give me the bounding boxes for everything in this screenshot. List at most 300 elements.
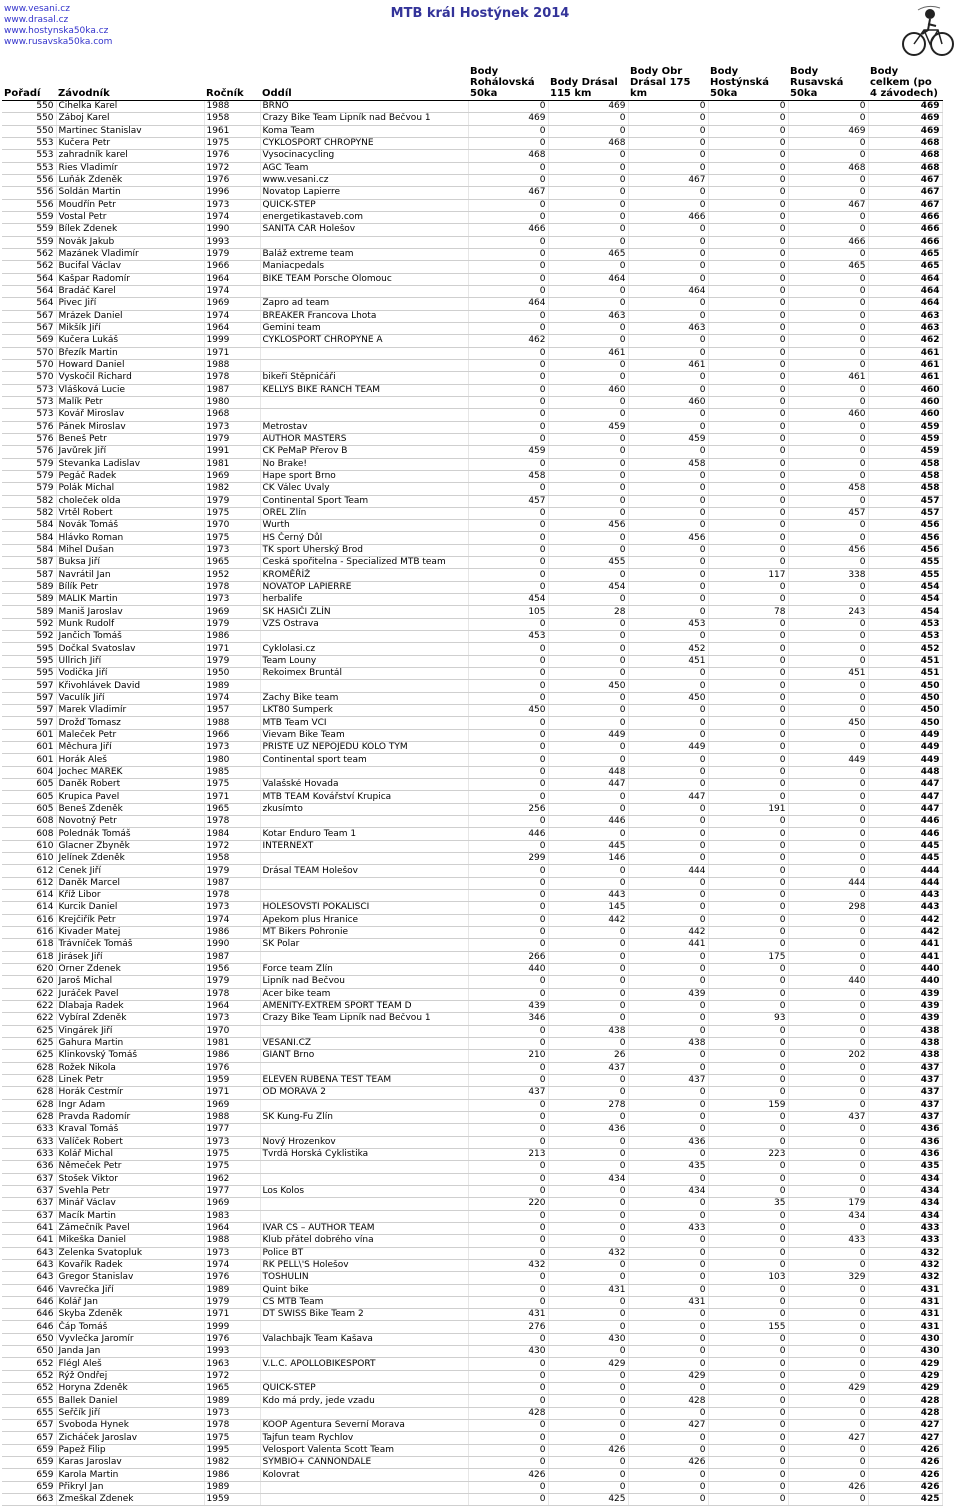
cell-birth-year: 1988 — [204, 101, 260, 113]
cell-rider-name: Mihel Dušan — [56, 544, 204, 556]
cell-pts-rohalovska: 0 — [468, 890, 548, 902]
cell-pts-obr-drasal: 0 — [628, 224, 708, 236]
cell-pts-obr-drasal: 0 — [628, 1099, 708, 1111]
table-row — [2, 1420, 942, 1432]
cell-pts-rusavska: 0 — [788, 273, 868, 285]
cell-pts-obr-drasal: 0 — [628, 236, 708, 248]
cell-rider-name: Mrázek Daniel — [56, 310, 204, 322]
cell-pts-rohalovska: 0 — [468, 766, 548, 778]
cell-birth-year: 1987 — [204, 384, 260, 396]
cell-pts-hostynska: 0 — [708, 1161, 788, 1173]
cell-club: AMENITY-EXTREM SPORT TEAM D — [260, 1000, 468, 1012]
cell-birth-year: 1975 — [204, 1161, 260, 1173]
cell-pts-drasal: 0 — [548, 618, 628, 630]
cell-pts-drasal: 0 — [548, 224, 628, 236]
cell-birth-year: 1975 — [204, 507, 260, 519]
cell-pts-total: 449 — [868, 754, 942, 766]
cell-pts-total: 441 — [868, 951, 942, 963]
cell-pts-hostynska: 0 — [708, 372, 788, 384]
cell-pts-drasal: 0 — [548, 1148, 628, 1160]
cell-pts-hostynska: 0 — [708, 199, 788, 211]
cell-pts-drasal: 0 — [548, 1222, 628, 1234]
cell-pts-drasal: 0 — [548, 125, 628, 137]
cell-pts-hostynska: 175 — [708, 951, 788, 963]
cell-rider-name: Bílík Petr — [56, 581, 204, 593]
cell-pts-total: 457 — [868, 507, 942, 519]
cell-pts-drasal: 0 — [548, 877, 628, 889]
cell-pts-drasal: 430 — [548, 1333, 628, 1345]
cell-rank: 589 — [2, 606, 56, 618]
cell-birth-year: 1969 — [204, 470, 260, 482]
cell-rank: 556 — [2, 187, 56, 199]
cell-pts-rohalovska: 431 — [468, 1309, 548, 1321]
cell-club — [260, 347, 468, 359]
cell-pts-drasal: 0 — [548, 631, 628, 643]
cell-pts-obr-drasal: 0 — [628, 1494, 708, 1506]
cell-pts-rusavska: 0 — [788, 1333, 868, 1345]
cell-rider-name: Karas Jaroslav — [56, 1457, 204, 1469]
cell-pts-total: 425 — [868, 1494, 942, 1506]
cell-pts-rusavska: 0 — [788, 1000, 868, 1012]
cell-rank: 636 — [2, 1161, 56, 1173]
cell-pts-obr-drasal: 0 — [628, 668, 708, 680]
cell-rank: 605 — [2, 803, 56, 815]
cell-pts-total: 462 — [868, 335, 942, 347]
cell-rank: 628 — [2, 1111, 56, 1123]
cell-pts-hostynska: 0 — [708, 483, 788, 495]
cell-club — [260, 1124, 468, 1136]
cell-pts-hostynska: 0 — [708, 224, 788, 236]
cell-pts-obr-drasal: 0 — [628, 544, 708, 556]
cell-pts-obr-drasal: 447 — [628, 791, 708, 803]
cell-pts-rohalovska: 0 — [468, 261, 548, 273]
cell-pts-total: 450 — [868, 692, 942, 704]
cell-club — [260, 1025, 468, 1037]
cell-pts-rohalovska: 0 — [468, 137, 548, 149]
cell-pts-rohalovska: 0 — [468, 1210, 548, 1222]
cell-pts-rohalovska: 0 — [468, 1025, 548, 1037]
cell-pts-hostynska: 0 — [708, 520, 788, 532]
cell-pts-rohalovska: 467 — [468, 187, 548, 199]
cell-pts-rusavska: 338 — [788, 569, 868, 581]
cell-pts-rohalovska: 0 — [468, 569, 548, 581]
cell-pts-rusavska: 444 — [788, 877, 868, 889]
cell-club: Gemini team — [260, 322, 468, 334]
cell-pts-obr-drasal: 0 — [628, 199, 708, 211]
cell-pts-obr-drasal: 0 — [628, 421, 708, 433]
cell-pts-hostynska: 0 — [708, 285, 788, 297]
cell-pts-rohalovska: 0 — [468, 421, 548, 433]
cell-rider-name: Pánek Miroslav — [56, 421, 204, 433]
table-row — [2, 174, 942, 186]
cell-birth-year: 1988 — [204, 359, 260, 371]
cell-pts-drasal: 278 — [548, 1099, 628, 1111]
cell-pts-hostynska: 0 — [708, 1235, 788, 1247]
cell-birth-year: 1999 — [204, 335, 260, 347]
cell-pts-rusavska: 0 — [788, 1099, 868, 1111]
cell-birth-year: 1993 — [204, 1346, 260, 1358]
cell-club: Hape sport Brno — [260, 470, 468, 482]
table-row — [2, 248, 942, 260]
cell-rank: 633 — [2, 1148, 56, 1160]
cell-pts-drasal: 0 — [548, 1457, 628, 1469]
cell-rank: 637 — [2, 1198, 56, 1210]
cell-pts-rohalovska: 0 — [468, 248, 548, 260]
cell-birth-year: 1987 — [204, 951, 260, 963]
cell-pts-obr-drasal: 0 — [628, 1444, 708, 1456]
cell-pts-rohalovska: 0 — [468, 310, 548, 322]
cell-rider-name: Švehla Petr — [56, 1185, 204, 1197]
cell-pts-total: 442 — [868, 926, 942, 938]
cell-pts-rohalovska: 0 — [468, 1062, 548, 1074]
cell-pts-obr-drasal: 0 — [628, 914, 708, 926]
cell-pts-hostynska: 93 — [708, 1013, 788, 1025]
cell-rider-name: Novotný Petr — [56, 816, 204, 828]
cell-pts-rohalovska: 468 — [468, 150, 548, 162]
cell-pts-hostynska: 0 — [708, 988, 788, 1000]
cell-rider-name: Zelenka Svatopluk — [56, 1247, 204, 1259]
cell-rank: 562 — [2, 261, 56, 273]
cell-birth-year: 1978 — [204, 581, 260, 593]
cyclist-logo-icon — [900, 4, 956, 58]
cell-pts-drasal: 442 — [548, 914, 628, 926]
cell-rank: 567 — [2, 322, 56, 334]
cell-club: No Brake! — [260, 458, 468, 470]
cell-pts-obr-drasal: 0 — [628, 298, 708, 310]
table-row — [2, 470, 942, 482]
table-row — [2, 828, 942, 840]
cell-rank: 595 — [2, 655, 56, 667]
cell-rank: 616 — [2, 926, 56, 938]
cell-pts-rohalovska: 0 — [468, 507, 548, 519]
cell-pts-hostynska: 0 — [708, 902, 788, 914]
cell-birth-year: 1989 — [204, 680, 260, 692]
cell-pts-total: 443 — [868, 890, 942, 902]
cell-pts-rusavska: 202 — [788, 1050, 868, 1062]
cell-pts-hostynska: 0 — [708, 1037, 788, 1049]
cell-pts-drasal: 461 — [548, 347, 628, 359]
cell-pts-drasal: 0 — [548, 803, 628, 815]
cell-birth-year: 1986 — [204, 1469, 260, 1481]
cell-pts-hostynska: 0 — [708, 1050, 788, 1062]
cell-pts-total: 461 — [868, 347, 942, 359]
cell-pts-obr-drasal: 439 — [628, 988, 708, 1000]
table-row — [2, 902, 942, 914]
cell-pts-rusavska: 426 — [788, 1481, 868, 1493]
cell-pts-rohalovska: 0 — [468, 1457, 548, 1469]
cell-pts-total: 438 — [868, 1050, 942, 1062]
cell-pts-drasal: 0 — [548, 544, 628, 556]
cell-pts-hostynska: 0 — [708, 211, 788, 223]
cell-pts-hostynska: 0 — [708, 1370, 788, 1382]
table-row — [2, 1481, 942, 1493]
cell-club — [260, 1494, 468, 1506]
cell-pts-rohalovska: 0 — [468, 372, 548, 384]
cell-pts-rusavska: 0 — [788, 458, 868, 470]
cell-rank: 620 — [2, 963, 56, 975]
cell-pts-rusavska: 429 — [788, 1383, 868, 1395]
cell-pts-total: 454 — [868, 581, 942, 593]
cell-birth-year: 1986 — [204, 1050, 260, 1062]
cell-club — [260, 951, 468, 963]
cell-club: CK Válec Úvaly — [260, 483, 468, 495]
cell-rider-name: Zmeškal Zdenek — [56, 1494, 204, 1506]
cell-pts-rohalovska: 466 — [468, 224, 548, 236]
cell-pts-rohalovska: 0 — [468, 668, 548, 680]
cell-pts-rohalovska: 0 — [468, 865, 548, 877]
table-row — [2, 495, 942, 507]
cell-pts-obr-drasal: 0 — [628, 1050, 708, 1062]
cell-pts-rohalovska: 0 — [468, 1037, 548, 1049]
cell-pts-rohalovska: 0 — [468, 544, 548, 556]
cell-rider-name: Gahura Martin — [56, 1037, 204, 1049]
cell-pts-obr-drasal: 435 — [628, 1161, 708, 1173]
table-row — [2, 1013, 942, 1025]
cell-club: SK Kung-Fu Zlín — [260, 1111, 468, 1123]
cell-pts-obr-drasal: 0 — [628, 1013, 708, 1025]
cell-club: QUICK-STEP — [260, 1383, 468, 1395]
cell-pts-drasal: 456 — [548, 520, 628, 532]
cell-pts-hostynska: 0 — [708, 174, 788, 186]
table-row — [2, 520, 942, 532]
cell-pts-total: 465 — [868, 248, 942, 260]
cell-rider-name: Polednák Tomáš — [56, 828, 204, 840]
table-row — [2, 347, 942, 359]
cell-rider-name: Svoboda Hynek — [56, 1420, 204, 1432]
cell-club: Kdo má prdy, jede vzadu — [260, 1395, 468, 1407]
cell-pts-total: 465 — [868, 261, 942, 273]
cell-pts-total: 447 — [868, 779, 942, 791]
cell-pts-drasal: 145 — [548, 902, 628, 914]
link-rusavska[interactable]: www.rusavska50ka.com — [4, 37, 113, 47]
cell-rank: 646 — [2, 1296, 56, 1308]
cell-rank: 587 — [2, 557, 56, 569]
cell-pts-drasal: 26 — [548, 1050, 628, 1062]
cell-pts-drasal: 0 — [548, 1259, 628, 1271]
cell-rider-name: Kučera Petr — [56, 137, 204, 149]
cell-pts-rusavska: 0 — [788, 766, 868, 778]
cell-pts-total: 448 — [868, 766, 942, 778]
cell-birth-year: 1982 — [204, 483, 260, 495]
cell-birth-year: 1974 — [204, 914, 260, 926]
cell-rank: 567 — [2, 310, 56, 322]
cell-rank: 597 — [2, 680, 56, 692]
cell-pts-rusavska: 0 — [788, 113, 868, 125]
cell-pts-rusavska: 0 — [788, 174, 868, 186]
table-row — [2, 507, 942, 519]
cell-pts-rusavska: 0 — [788, 1346, 868, 1358]
cell-rider-name: Kolář Jan — [56, 1296, 204, 1308]
cell-club: Valašské Hovada — [260, 779, 468, 791]
table-row — [2, 1333, 942, 1345]
cell-pts-total: 437 — [868, 1074, 942, 1086]
cell-pts-obr-drasal: 0 — [628, 520, 708, 532]
cell-rank: 610 — [2, 853, 56, 865]
cell-pts-obr-drasal: 464 — [628, 285, 708, 297]
cell-pts-rusavska: 0 — [788, 914, 868, 926]
cell-pts-obr-drasal: 0 — [628, 150, 708, 162]
cell-pts-hostynska: 0 — [708, 668, 788, 680]
cell-pts-rohalovska: 0 — [468, 754, 548, 766]
cell-pts-hostynska: 0 — [708, 914, 788, 926]
cell-pts-rohalovska: 0 — [468, 458, 548, 470]
cell-pts-total: 450 — [868, 680, 942, 692]
cell-pts-hostynska: 0 — [708, 680, 788, 692]
cell-birth-year: 1971 — [204, 347, 260, 359]
cell-club: Baláž extreme team — [260, 248, 468, 260]
cell-rank: 550 — [2, 113, 56, 125]
cell-pts-rusavska: 0 — [788, 1420, 868, 1432]
cell-pts-obr-drasal: 0 — [628, 1407, 708, 1419]
cell-pts-drasal: 0 — [548, 1469, 628, 1481]
cell-rank: 625 — [2, 1050, 56, 1062]
cell-birth-year: 1965 — [204, 557, 260, 569]
cell-pts-drasal: 0 — [548, 976, 628, 988]
cell-birth-year: 1964 — [204, 273, 260, 285]
cell-birth-year: 1971 — [204, 791, 260, 803]
cell-pts-rusavska: 0 — [788, 1185, 868, 1197]
cell-club — [260, 1346, 468, 1358]
cell-pts-total: 469 — [868, 125, 942, 137]
cell-rank: 556 — [2, 174, 56, 186]
table-row — [2, 544, 942, 556]
cell-rank: 589 — [2, 581, 56, 593]
cell-rank: 576 — [2, 433, 56, 445]
cell-pts-hostynska: 0 — [708, 643, 788, 655]
link-vesani[interactable]: www.vesani.cz — [4, 4, 70, 14]
table-row — [2, 705, 942, 717]
cell-pts-rusavska: 0 — [788, 310, 868, 322]
col-header-year: Ročník — [204, 66, 260, 101]
cell-birth-year: 1982 — [204, 1457, 260, 1469]
cell-rider-name: Zicháček Jaroslav — [56, 1432, 204, 1444]
cell-pts-obr-drasal: 0 — [628, 976, 708, 988]
cell-pts-rohalovska: 0 — [468, 199, 548, 211]
table-row — [2, 816, 942, 828]
cell-birth-year: 1966 — [204, 261, 260, 273]
cell-club: BREAKER Francova Lhota — [260, 310, 468, 322]
cell-pts-hostynska: 0 — [708, 1074, 788, 1086]
cell-rank: 579 — [2, 470, 56, 482]
table-row — [2, 742, 942, 754]
table-row — [2, 1407, 942, 1419]
link-drasal[interactable]: www.drasal.cz — [4, 15, 69, 25]
cell-rank: 579 — [2, 458, 56, 470]
cell-pts-rohalovska: 0 — [468, 840, 548, 852]
cell-rider-name: Seřčík Jiří — [56, 1407, 204, 1419]
cell-pts-rohalovska: 0 — [468, 1432, 548, 1444]
table-row — [2, 1136, 942, 1148]
cell-birth-year: 1993 — [204, 236, 260, 248]
cell-rank: 650 — [2, 1333, 56, 1345]
table-row — [2, 261, 942, 273]
cell-pts-drasal: 0 — [548, 458, 628, 470]
cell-pts-total: 454 — [868, 594, 942, 606]
cell-pts-rusavska: 0 — [788, 963, 868, 975]
cell-rank: 587 — [2, 569, 56, 581]
cell-pts-total: 460 — [868, 409, 942, 421]
col-header-drasal: Body Drásal 115 km — [548, 66, 628, 101]
cell-pts-rusavska: 467 — [788, 199, 868, 211]
cell-pts-drasal: 464 — [548, 273, 628, 285]
table-row — [2, 1370, 942, 1382]
cell-rider-name: Janda Jan — [56, 1346, 204, 1358]
cell-pts-hostynska: 0 — [708, 1383, 788, 1395]
cell-pts-rohalovska: 0 — [468, 409, 548, 421]
cell-pts-rusavska: 0 — [788, 1309, 868, 1321]
cell-birth-year: 1975 — [204, 1148, 260, 1160]
cell-birth-year: 1959 — [204, 1074, 260, 1086]
table-row — [2, 1259, 942, 1271]
cell-birth-year: 1958 — [204, 853, 260, 865]
cell-rank: 595 — [2, 643, 56, 655]
cell-pts-rohalovska: 0 — [468, 1136, 548, 1148]
cell-pts-obr-drasal: 0 — [628, 261, 708, 273]
cell-pts-drasal: 0 — [548, 754, 628, 766]
cell-pts-hostynska: 0 — [708, 507, 788, 519]
cell-club — [260, 1062, 468, 1074]
cell-pts-drasal: 426 — [548, 1444, 628, 1456]
cell-pts-rusavska: 440 — [788, 976, 868, 988]
cell-rider-name: Bradáč Karel — [56, 285, 204, 297]
cell-club: OREL Zlín — [260, 507, 468, 519]
cell-birth-year: 1978 — [204, 816, 260, 828]
cell-pts-rusavska: 0 — [788, 1395, 868, 1407]
cell-pts-obr-drasal: 0 — [628, 372, 708, 384]
cell-pts-drasal: 436 — [548, 1124, 628, 1136]
cell-pts-hostynska: 0 — [708, 754, 788, 766]
cell-pts-hostynska: 0 — [708, 1481, 788, 1493]
table-row — [2, 1148, 942, 1160]
cell-birth-year: 1950 — [204, 668, 260, 680]
cell-pts-obr-drasal: 0 — [628, 606, 708, 618]
cell-rank: 584 — [2, 520, 56, 532]
cell-pts-rohalovska: 213 — [468, 1148, 548, 1160]
table-row — [2, 791, 942, 803]
cell-rider-name: Daněk Marcel — [56, 877, 204, 889]
cell-rider-name: Pravda Radomír — [56, 1111, 204, 1123]
link-hostynska[interactable]: www.hostynska50ka.cz — [4, 26, 109, 36]
cell-pts-total: 431 — [868, 1296, 942, 1308]
cell-pts-hostynska: 0 — [708, 137, 788, 149]
cell-pts-rusavska: 0 — [788, 643, 868, 655]
cell-pts-drasal: 0 — [548, 791, 628, 803]
cell-pts-obr-drasal: 0 — [628, 581, 708, 593]
cell-club: Maniacpedals — [260, 261, 468, 273]
cell-pts-hostynska: 78 — [708, 606, 788, 618]
cell-rider-name: Macík Martin — [56, 1210, 204, 1222]
cell-pts-obr-drasal: 0 — [628, 248, 708, 260]
cell-rider-name: Ries Vladimír — [56, 162, 204, 174]
cell-pts-total: 447 — [868, 803, 942, 815]
cell-pts-total: 450 — [868, 705, 942, 717]
cell-pts-hostynska: 0 — [708, 766, 788, 778]
cell-rider-name: Březík Martin — [56, 347, 204, 359]
cell-birth-year: 1952 — [204, 569, 260, 581]
cell-club: Klub přátel dobrého vína — [260, 1235, 468, 1247]
cell-rank: 646 — [2, 1284, 56, 1296]
cell-pts-total: 449 — [868, 729, 942, 741]
cell-rank: 592 — [2, 631, 56, 643]
table-row — [2, 680, 942, 692]
cell-rider-name: Zámečník Pavel — [56, 1222, 204, 1234]
cell-pts-total: 439 — [868, 1013, 942, 1025]
cell-pts-drasal: 431 — [548, 1284, 628, 1296]
cell-pts-drasal: 0 — [548, 162, 628, 174]
cell-pts-total: 453 — [868, 631, 942, 643]
cell-pts-obr-drasal: 0 — [628, 680, 708, 692]
cell-pts-rusavska: 0 — [788, 101, 868, 113]
